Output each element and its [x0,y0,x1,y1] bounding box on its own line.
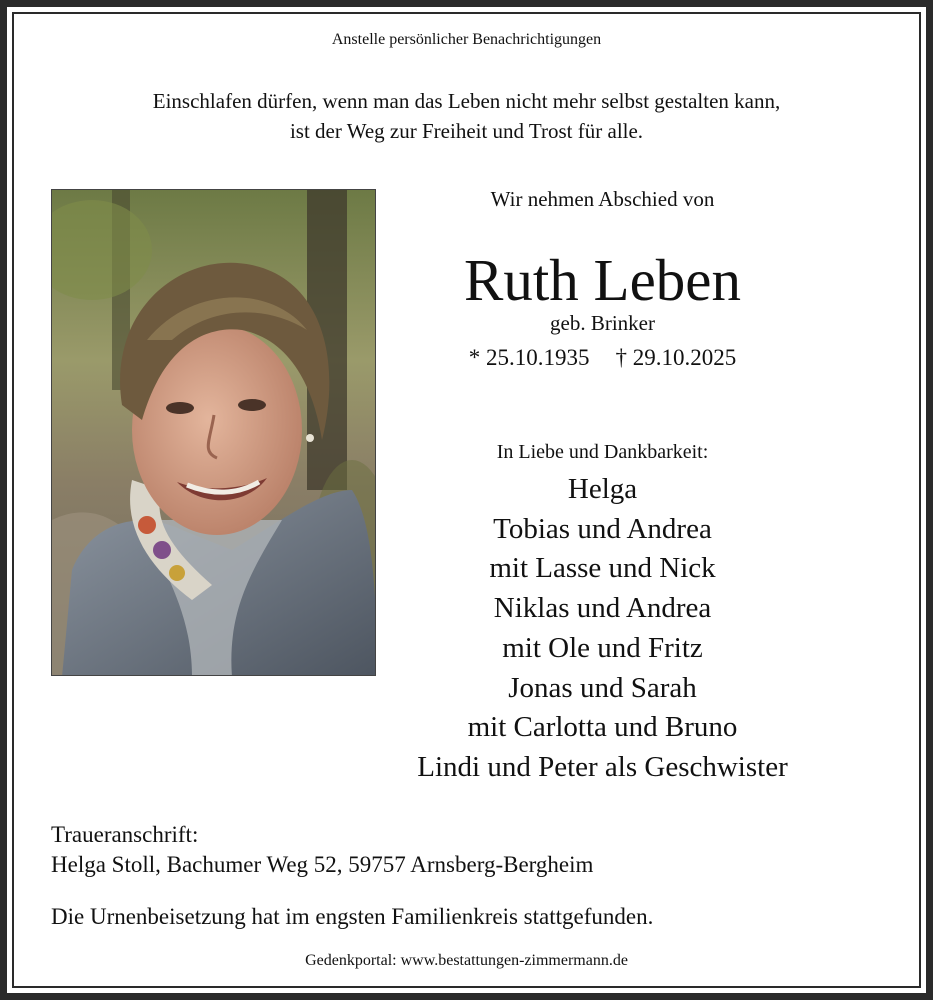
farewell-intro: Wir nehmen Abschied von [490,187,715,211]
mourners-intro: In Liebe und Dankbarkeit: [496,441,709,463]
maiden-name: geb. Brinker [550,311,655,335]
motto-line-2: ist der Weg zur Freiheit und Trost für alle. [289,119,644,143]
memorial-portal-link: Gedenkportal: www.bestattungen-zimmermann.de [305,952,628,969]
birth-date: * 25.10.1935 [468,345,590,370]
address-label: Traueranschrift: [51,822,199,847]
motto-line-1: Einschlafen dürfen, wenn man das Leben nicht mehr selbst gestalten kann, [152,89,781,113]
mourner-line: mit Ole und Fritz [502,631,703,664]
mourners-list [380,470,825,788]
mourner-line: Helga [567,473,638,505]
death-date: † 29.10.2025 [615,345,737,370]
life-dates [380,345,825,371]
motto [0,86,933,146]
mourner-line: Tobias und Andrea [493,512,712,545]
portrait-photo [51,189,376,676]
mourner-line: Niklas und Andrea [493,592,712,625]
mourner-line: Jonas und Sarah [508,671,697,704]
header-note: Anstelle persönlicher Benachrichtigungen [331,31,602,48]
burial-note: Die Urnenbeisetzung hat im engsten Familienkreis stattgefunden. [51,904,654,929]
mourner-line: mit Lasse und Nick [489,552,716,585]
portrait-illustration [52,190,376,676]
mourner-line: Lindi und Peter als Geschwister [417,750,788,783]
deceased-name: Ruth Leben [464,247,741,313]
address-value: Helga Stoll, Bachumer Weg 52, 59757 Arnsberg-Bergheim [51,852,594,877]
mourner-line: mit Carlotta und Bruno [467,711,738,744]
